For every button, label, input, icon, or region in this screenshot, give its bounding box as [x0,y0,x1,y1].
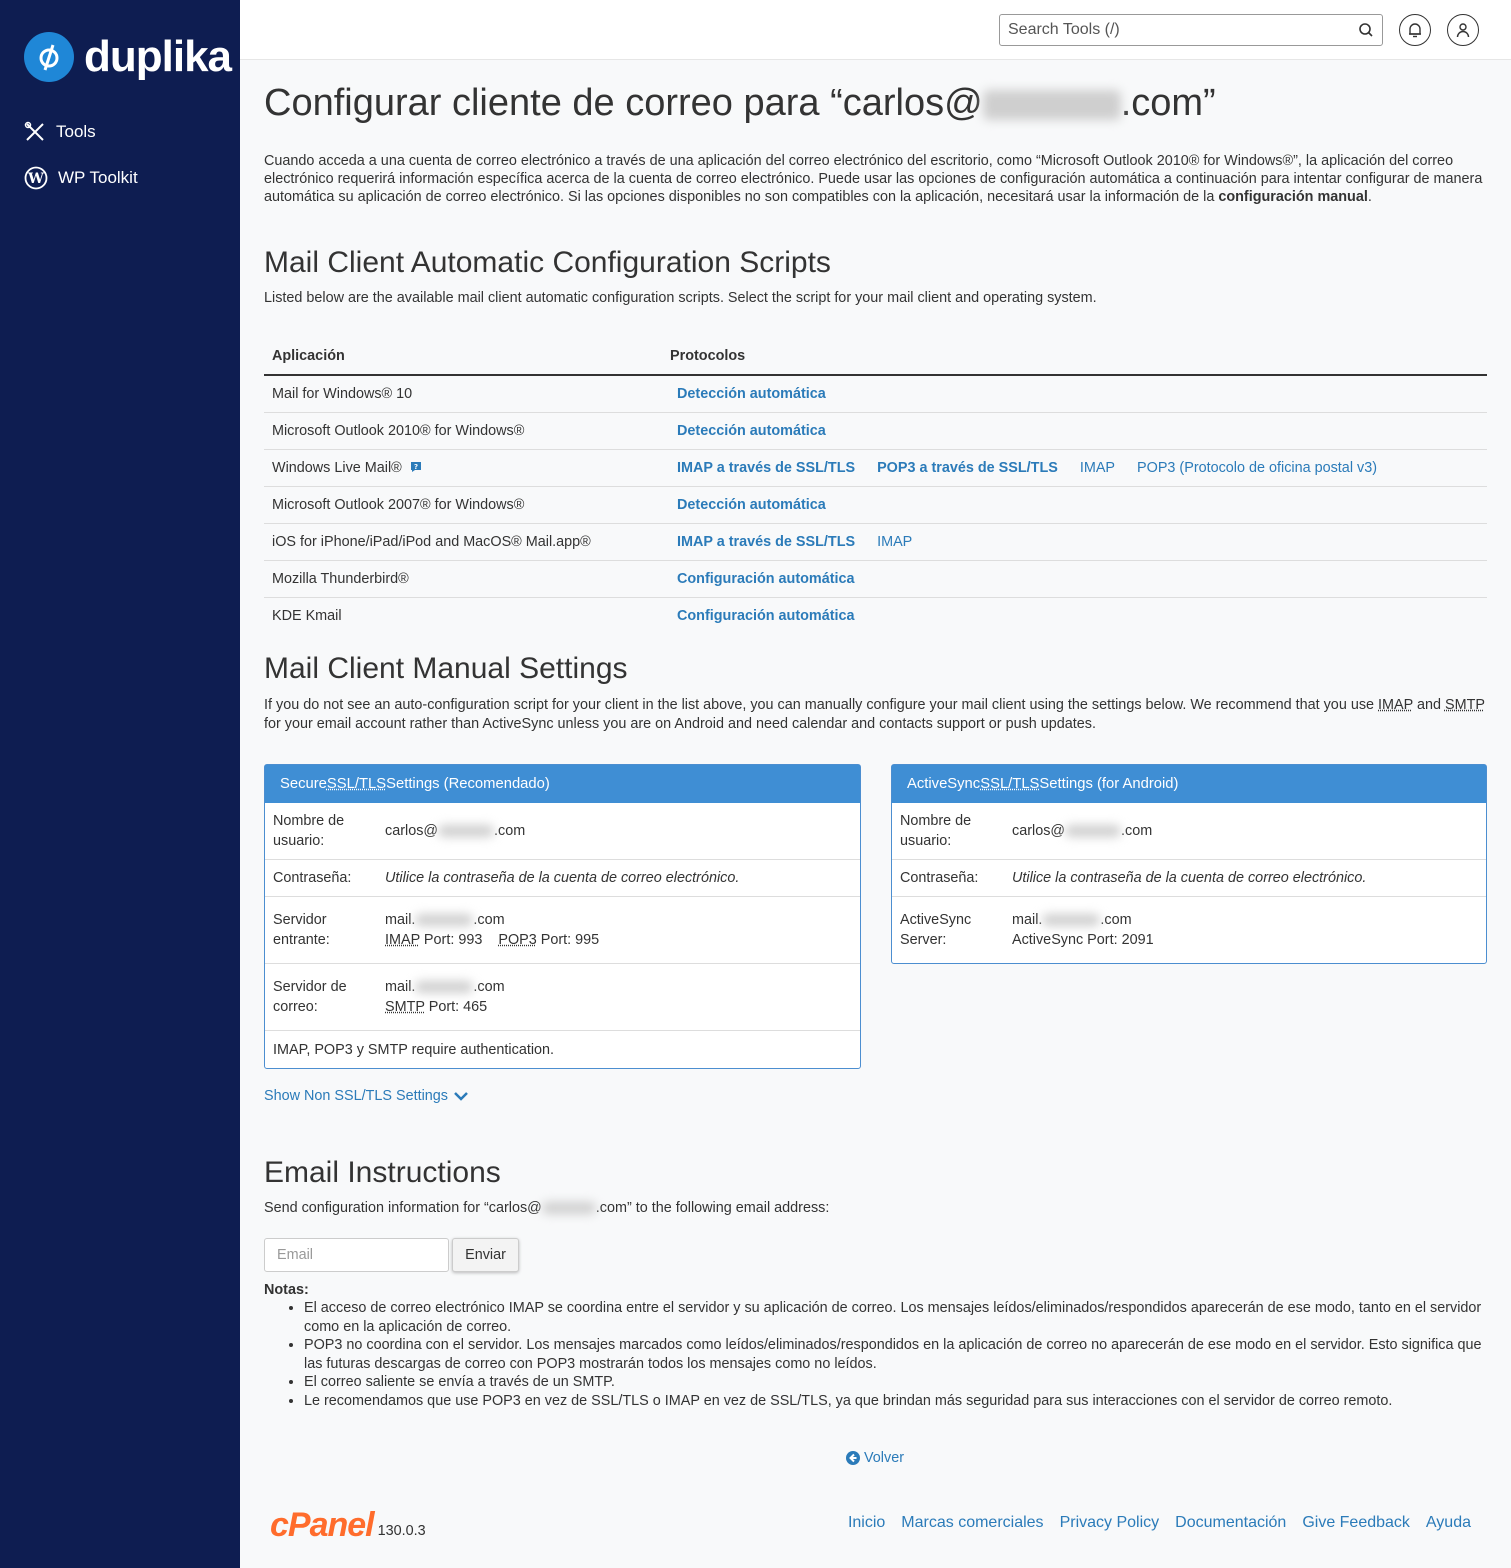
password-label: Contraseña: [900,870,979,886]
username-row [892,803,1486,860]
sidebar-item-label: Tools [56,122,96,141]
email-instructions-description: Send configuration information for “carlos@ .com” to the following email address: [264,1200,830,1216]
secure-panel-title: Secure SSL/TLS Settings (Recomendado) [265,765,860,803]
smtp-abbr: SMTP [1444,697,1485,713]
help-icon[interactable] [410,461,422,473]
sidebar-item-tools[interactable] [24,121,96,143]
page-title: Configurar cliente de correo para “carlos@ .com” [264,82,1216,124]
incoming-server-row [265,897,860,964]
imap-abbr: IMAP [1378,697,1413,713]
auth-note: IMAP, POP3 y SMTP require authentication. [273,1041,555,1058]
svg-text:?: ? [413,462,418,471]
password-label: Contraseña: [273,870,352,886]
list-item: • El acceso de correo electrónico IMAP se coordina entre el servidor y su aplicación de correo. Los mensajes leídos/eliminados/respondidos aparecerán de ese modo, tanto en el servidor como en la aplicación de correo. [304,1299,1487,1336]
footer-link-help[interactable]: Ayuda [1425,1514,1471,1531]
list-item: • Le recomendamos que use POP3 en vez de SSL/TLS o IMAP en vez de SSL/TLS, ya que brindan más seguridad para sus interacciones con el servidor de correo remoto. [304,1392,1487,1411]
redacted-domain [983,90,1121,120]
table-row [264,523,1487,560]
footer-link-privacy[interactable]: Privacy Policy [1059,1514,1160,1531]
footer-link-feedback[interactable]: Give Feedback [1302,1514,1410,1531]
app-name: iOS for iPhone/iPad/iPod and MacOS® Mail.app® [264,523,662,560]
duplika-logo-icon [24,32,74,82]
email-input[interactable] [264,1238,449,1272]
sidebar-item-wp-toolkit[interactable] [24,166,138,190]
arrow-left-circle-icon [846,1451,860,1465]
secure-settings-panel [264,764,861,1069]
footer-link-trademarks[interactable]: Marcas comerciales [901,1514,1044,1531]
search-input[interactable] [1000,15,1340,45]
footer-link-documentation[interactable]: Documentación [1175,1514,1287,1531]
auto-detect-link[interactable]: Detección automática [677,422,826,439]
username-label: Nombre de usuario: [273,813,345,849]
imap-ssl-link[interactable]: IMAP a través de SSL/TLS [677,459,856,476]
outgoing-server-row [265,964,860,1031]
activesync-panel-title: ActiveSync SSL/TLS Settings (for Android) [892,765,1486,803]
list-item: • El correo saliente se envía a través de un SMTP. [304,1373,1487,1392]
password-value: Utilice la contraseña de la cuenta de correo electrónico. [1012,870,1367,886]
search-icon[interactable] [1358,22,1374,38]
username-value: carlos@ .com [385,823,526,839]
imap-link[interactable]: IMAP [1079,459,1116,476]
outgoing-server-label: Servidor de correo: [273,979,347,1015]
app-name-cell [264,449,662,486]
password-row [892,860,1486,897]
table-row [264,449,1487,486]
manual-config-emphasis: configuración manual [1218,189,1368,205]
auto-config-link[interactable]: Configuración automática [677,607,855,624]
activesync-server-value: mail. .com ActiveSync Port: 2091 [1012,912,1154,948]
imap-ssl-link[interactable]: IMAP a través de SSL/TLS [677,533,856,550]
username-value: carlos@ .com [1012,823,1153,839]
auto-config-link[interactable]: Configuración automática [677,570,855,587]
username-row [265,803,860,860]
table-row [264,597,1487,634]
show-non-ssl-toggle[interactable] [264,1088,469,1104]
col-header-protocols: Protocolos [662,338,1487,375]
brand-name: duplika [84,32,232,81]
app-name: Mozilla Thunderbird® [264,560,662,597]
email-instructions-heading: Email Instructions [264,1156,501,1189]
auto-detect-link[interactable]: Detección automática [677,496,826,513]
password-row [265,860,860,897]
imap-link[interactable]: IMAP [877,533,913,550]
pop3-ssl-link[interactable]: POP3 a través de SSL/TLS [877,459,1058,476]
password-value: Utilice la contraseña de la cuenta de correo electrónico. [385,870,740,886]
sidebar [0,0,240,1568]
show-non-ssl-label: Show Non SSL/TLS Settings [264,1088,448,1104]
table-row [264,560,1487,597]
incoming-server-label: Servidor entrante: [273,912,330,948]
app-name: KDE Kmail [272,607,342,624]
cpanel-version: 130.0.3 [377,1523,426,1539]
incoming-server-value: mail. .com IMAP Port: 993 POP3 Port: 995 [385,912,600,948]
pop3-link[interactable]: POP3 (Protocolo de oficina postal v3) [1137,459,1377,476]
col-header-application: Aplicación [264,338,662,375]
auto-detect-link[interactable]: Detección automática [677,385,826,402]
intro-text: Cuando acceda a una cuenta de correo electrónico a través de una aplicación del correo electrónico del escritorio, como “Microsoft Outlook 2010® for Windows®”, la aplicación del correo electrónico requerirá información específica acerca de la cuenta de correo electrónico. Puede usar las opciones de configuración automática a continuación para intentar configurar de manera automática su aplicación de correo electrónico. Si las opciones disponibles no son compatibles con la aplicación, necesitará usar la información de la configuración manual. [264,153,1483,205]
activesync-settings-panel [891,764,1487,964]
sidebar-item-label: WP Toolkit [58,168,138,187]
auto-config-table [264,338,1487,634]
cpanel-wordmark: cPanel [270,1506,374,1544]
table-header-row [264,338,1487,375]
username-label: Nombre de usuario: [900,813,972,849]
notes-list [264,1299,1487,1410]
manual-settings-heading: Mail Client Manual Settings [264,652,628,685]
bell-icon [1408,22,1422,38]
tools-icon [24,121,46,143]
chevron-down-icon [453,1090,469,1102]
footer-link-home[interactable]: Inicio [847,1514,886,1531]
back-label: Volver [864,1450,904,1466]
send-button[interactable]: Enviar [452,1238,519,1272]
table-row [264,412,1487,449]
table-row [264,486,1487,523]
list-item: • POP3 no coordina con el servidor. Los mensajes marcados como leídos/eliminados/respondidos en la aplicación de correo no aparecerán de ese modo en el servidor. Esto significa que las futuras descargas de correo con POP3 mostrarán todos los mensajes como no leídos. [304,1336,1487,1373]
footer-links [832,1514,1471,1532]
back-link[interactable] [846,1450,904,1466]
search-box [999,14,1383,46]
brand-logo[interactable] [24,32,231,82]
app-name: Microsoft Outlook 2007® for Windows® [264,486,662,523]
activesync-server-label: ActiveSync Server: [900,912,972,948]
user-menu-button[interactable] [1447,14,1479,46]
wordpress-icon [24,166,48,190]
outgoing-server-value: mail. .com SMTP Port: 465 [385,979,505,1015]
table-row [264,375,1487,412]
auto-config-heading: Mail Client Automatic Configuration Scripts [264,246,831,279]
svg-text:W: W [28,171,44,187]
auto-config-description: Listed below are the available mail client automatic configuration scripts. Select the script for your mail client and operating system. [264,290,1097,306]
cpanel-logo[interactable] [270,1508,426,1542]
activesync-server-row [892,897,1486,963]
notifications-button[interactable] [1399,14,1431,46]
app-name: Windows Live Mail® [272,459,402,476]
app-name: Mail for Windows® 10 [264,375,662,412]
notes-title: Notas: [264,1282,309,1298]
manual-settings-description: If you do not see an auto-configuration script for your client in the list above, you can manually configure your mail client using the settings below. We recommend that you use IMAP and SMTP for your email account rather than ActiveSync unless you are on Android and need calendar and contacts support or push updates. [264,697,1485,732]
user-icon [1456,22,1470,38]
topbar [240,0,1511,60]
app-name: Microsoft Outlook 2010® for Windows® [264,412,662,449]
